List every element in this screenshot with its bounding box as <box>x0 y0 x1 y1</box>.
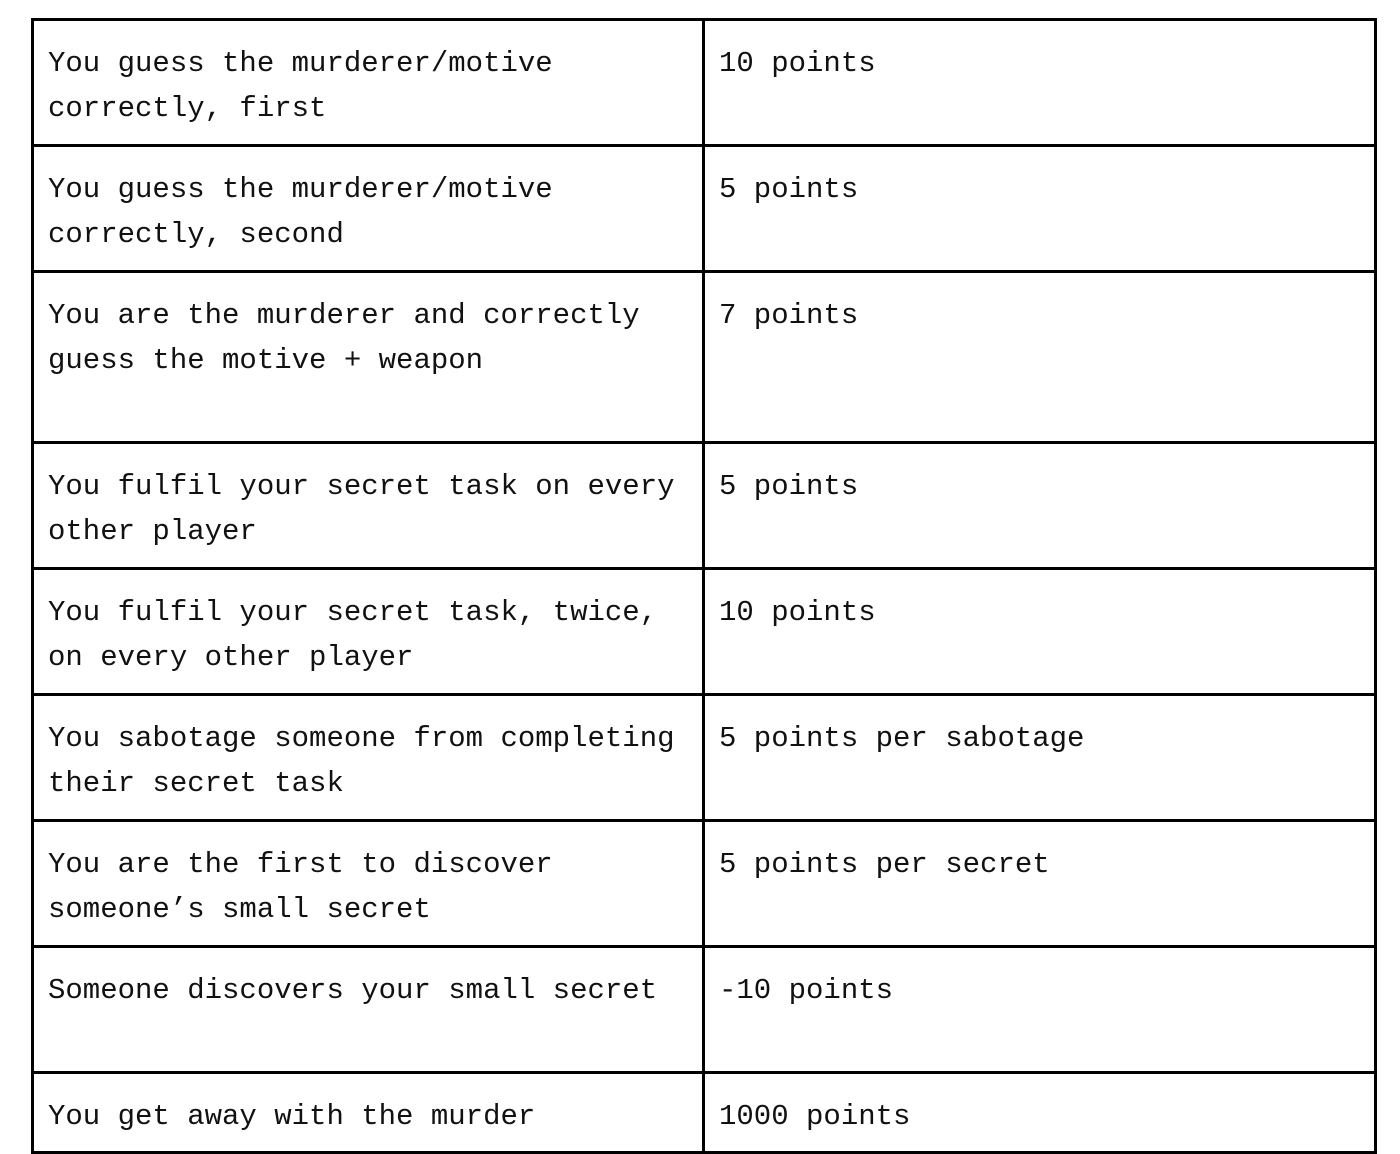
points-cell: 7 points <box>704 272 1376 443</box>
condition-cell: Someone discovers your small secret <box>33 947 704 1073</box>
table-row <box>33 821 1376 947</box>
table-row <box>33 569 1376 695</box>
condition-cell: You guess the murderer/motive correctly, first <box>33 20 704 146</box>
condition-cell: You sabotage someone from completing their secret task <box>33 695 704 821</box>
condition-cell: You fulfil your secret task, twice, on every other player <box>33 569 704 695</box>
points-cell: 10 points <box>704 569 1376 695</box>
scoring-table <box>31 18 1377 1154</box>
condition-cell: You get away with the murder <box>33 1073 704 1153</box>
points-cell: 1000 points <box>704 1073 1376 1153</box>
table-row <box>33 272 1376 443</box>
condition-cell: You are the first to discover someone’s small secret <box>33 821 704 947</box>
points-cell: -10 points <box>704 947 1376 1073</box>
condition-cell: You guess the murderer/motive correctly, second <box>33 146 704 272</box>
points-cell: 5 points <box>704 146 1376 272</box>
table-row <box>33 146 1376 272</box>
condition-cell: You are the murderer and correctly guess the motive + weapon <box>33 272 704 443</box>
table-row <box>33 443 1376 569</box>
table-row <box>33 695 1376 821</box>
table-row <box>33 1073 1376 1153</box>
points-cell: 10 points <box>704 20 1376 146</box>
table-row <box>33 947 1376 1073</box>
points-cell: 5 points per secret <box>704 821 1376 947</box>
condition-cell: You fulfil your secret task on every other player <box>33 443 704 569</box>
table-row <box>33 20 1376 146</box>
points-cell: 5 points <box>704 443 1376 569</box>
points-cell: 5 points per sabotage <box>704 695 1376 821</box>
